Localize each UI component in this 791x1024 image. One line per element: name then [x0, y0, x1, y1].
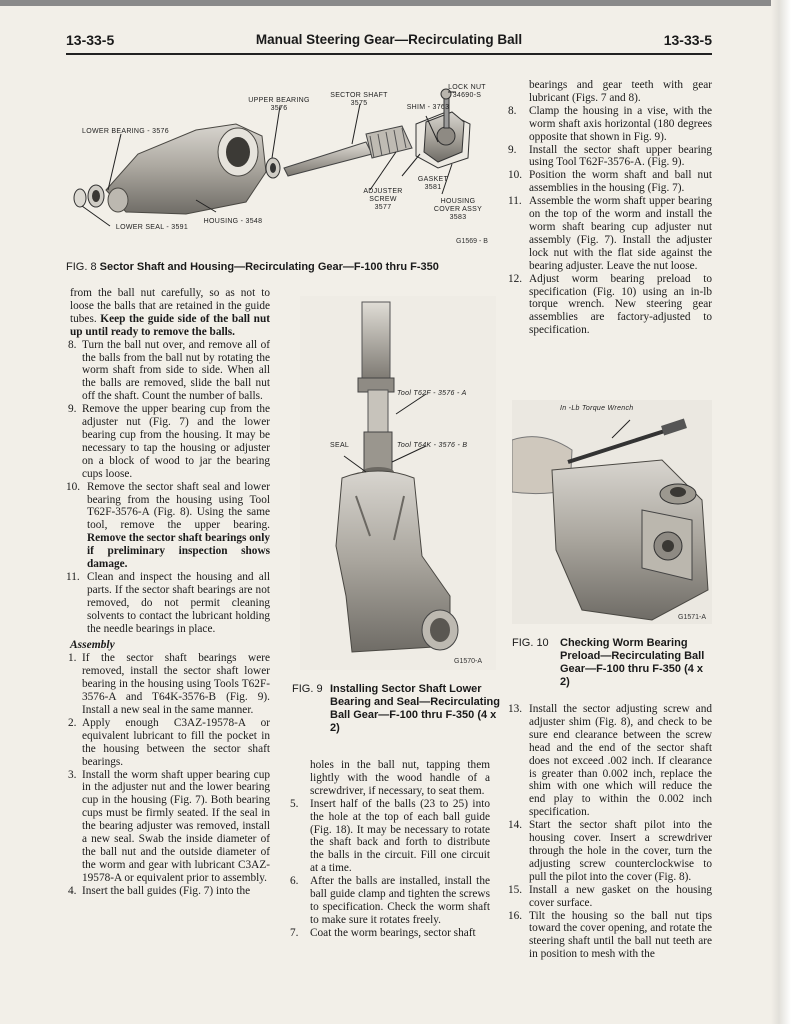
column-2	[292, 759, 490, 940]
list-item: 8. Turn the ball nut over, and remove all of the balls from the ball nut by rotating the worm shaft from side to side. When all the balls are removed, slide the ball nut off the shaft. Count the number of balls.	[68, 338, 270, 403]
list-item: 7. Coat the worm bearings, sector shaft	[290, 926, 476, 939]
list-item: 13. Install the sector adjusting screw and adjuster shim (Fig. 8), and check to be sure end clearance between the screw head and the end of the sector shaft does not exceed .002 inch. If clearance is greater than 0.002 inch, replace the shim with one which will reduce the end play to within the 0.002 inch specification.	[508, 703, 712, 819]
fig8-label-sector-shaft: SECTOR SHAFT 3575	[330, 92, 388, 107]
fig8-caption-text: Sector Shaft and Housing—Recirculating Gear—F-100 thru F-350	[99, 261, 439, 273]
fig8-label-gasket: GASKET 3581	[417, 176, 449, 191]
list-item: 9. Install the sector shaft upper bearing using Tool T62F-3576-A. (Fig. 9).	[508, 143, 712, 169]
fig9-caption-text: Installing Sector Shaft Lower Bearing and Seal—Recirculating Ball Gear—F-100 thru F-350 (4 x 2)	[330, 683, 500, 734]
fig10-code: G1571-A	[678, 614, 707, 621]
fig8-label-housing: HOUSING - 3548	[203, 218, 263, 225]
page-right-edge	[771, 0, 791, 1024]
list-item: 5. Insert half of the balls (23 to 25) into the hole at the top of each ball guide (Fig. 18). It may be necessary to rotate the shaft back and forth to distribute the balls in the circuit. Fill one circuit at a time.	[290, 797, 490, 875]
list-item: 10. Remove the sector shaft seal and lower bearing from the housing using Tool T62F-3576-A (Fig. 8). Using the same tool, remove the upper bearing. Remove the sector shaft bearings only if preliminary inspection shows damage.	[66, 480, 270, 571]
fig8-code: G1569 - B	[456, 238, 488, 245]
fig10-photo	[512, 400, 712, 624]
list-item: 10. Position the worm shaft and ball nut assemblies in the housing (Fig. 7).	[508, 169, 712, 195]
col2-continuation: holes in the ball nut, tapping them lightly with the wood handle of a screwdriver, if necessary, to seat them.	[310, 759, 490, 797]
list-item: 8. Clamp the housing in a vise, with the worm shaft axis horizontal (180 degrees opposite that shown in Fig. 9).	[508, 104, 712, 143]
fig8-label-lock-nut: LOCK NUT 34690-S	[448, 84, 486, 99]
list-item: 9. Remove the upper bearing cup from the adjuster nut (Fig. 7) and the lower bearing cup from the housing. It may be necessary to tap the housing or adjuster on a block of wood to jar the bearing cups loose.	[68, 403, 270, 480]
column-1	[66, 287, 270, 898]
list-item: 14. Start the sector shaft pilot into the housing cover. Insert a screwdriver through the hole in the cover, turn the adjusting screw counterclockwise to pull the pilot into the cover (Fig. 8).	[508, 819, 712, 883]
header-rule	[66, 53, 712, 55]
fig8-label-adjuster-screw: ADJUSTER SCREW 3577	[363, 188, 403, 211]
fig8-label-housing-cover: HOUSING COVER ASSY 3583	[433, 198, 483, 221]
column-3-continued	[508, 703, 712, 961]
list-item: 15. Install a new gasket on the housing cover surface.	[508, 883, 712, 909]
page-number-right: 13-33-5	[663, 32, 712, 48]
list-item: 11. Clean and inspect the housing and all parts. If the sector shaft bearings are not removed, do not permit cleaning solvents to contact the lubricant holding the needle bearings in place.	[66, 570, 270, 635]
list-item: 12. Adjust worm bearing preload to specification (Fig. 10) using an in-lb torque wrench. New steering gear assemblies are factory-adjusted to specification.	[508, 272, 712, 337]
page-top-edge	[0, 0, 791, 6]
list-item: 2. Apply enough C3AZ-19578-A or equivalent lubricant to fill the pocket in the housing between the sector shaft bearings.	[68, 716, 270, 768]
fig8-caption-number: FIG. 8	[66, 261, 97, 273]
fig10-caption-number: FIG. 10	[512, 637, 549, 649]
fig10-caption	[512, 637, 712, 689]
col3-continuation: bearings and gear teeth with gear lubricant (Figs. 7 and 8).	[529, 79, 712, 104]
page-title: Manual Steering Gear—Recirculating Ball	[255, 32, 523, 47]
list-item: 11. Assemble the worm shaft upper bearing on the top of the worm and install the worm shaft bearing cup adjuster nut assembly (Fig. 7). Install the adjuster lock nut with the flat side against the bearing adjuster. Leave the nut loose.	[508, 195, 712, 272]
assembly-heading: Assembly	[70, 639, 115, 652]
fig8-caption	[66, 261, 506, 274]
fig9-caption	[292, 683, 502, 735]
fig9-code: G1570-A	[454, 658, 483, 665]
fig9-label-tool-a: Tool T62F - 3576 - A	[397, 390, 467, 397]
page-number-left: 13-33-5	[66, 32, 115, 48]
list-item: 4. Insert the ball guides (Fig. 7) into the	[68, 884, 251, 897]
col1-intro: from the ball nut carefully, so as not to loose the balls that are retained in the guide tubes. Keep the guide side of the ball nut up until ready to remove the balls.	[70, 287, 270, 338]
fig8-label-upper-bearing: UPPER BEARING 3576	[248, 97, 310, 112]
column-3	[508, 79, 712, 337]
list-item: 6. After the balls are installed, install the ball guide clamp and tighten the screws to specification. Check the worm shaft to make sure it rotates freely.	[290, 875, 490, 926]
fig8-label-lower-seal: LOWER SEAL - 3591	[115, 224, 189, 231]
fig8-label-lower-bearing: LOWER BEARING - 3576	[82, 128, 169, 135]
fig9-caption-number: FIG. 9	[292, 683, 323, 695]
list-item: 3. Install the worm shaft upper bearing cup in the adjuster nut and the lower bearing cup in the housing (Fig. 7). Both bearing cups must be firmly seated. If the seal in the bearing adjuster was removed, install a new seal. Swab the inside diameter of the ball nut and the outside diameter of the worm and gear with lubricant C3AZ-19578-A or equivalent prior to assembly.	[68, 768, 270, 884]
page-header	[66, 32, 712, 54]
fig9-label-seal: SEAL	[330, 442, 350, 449]
fig10-label-wrench: In -Lb Torque Wrench	[560, 405, 634, 412]
list-item: 16. Tilt the housing so the ball nut tips toward the cover opening, and rotate the steering shaft until the ball nut teeth are in position to mesh with the	[508, 909, 712, 961]
fig10-caption-text: Checking Worm Bearing Preload—Recirculating Ball Gear—F-100 thru F-350 (4 x 2)	[560, 637, 705, 688]
fig9-photo	[300, 296, 496, 670]
fig9-label-tool-b: Tool T64K - 3576 - B	[397, 442, 468, 449]
fig8-label-shim: SHIM - 3763	[406, 104, 450, 111]
list-item: 1. If the sector shaft bearings were removed, install the sector shaft lower bearing in the housing using Tools T62F-3576-A and T64K-3576-B (Fig. 9). Install a new seal in the same manner.	[68, 652, 270, 716]
